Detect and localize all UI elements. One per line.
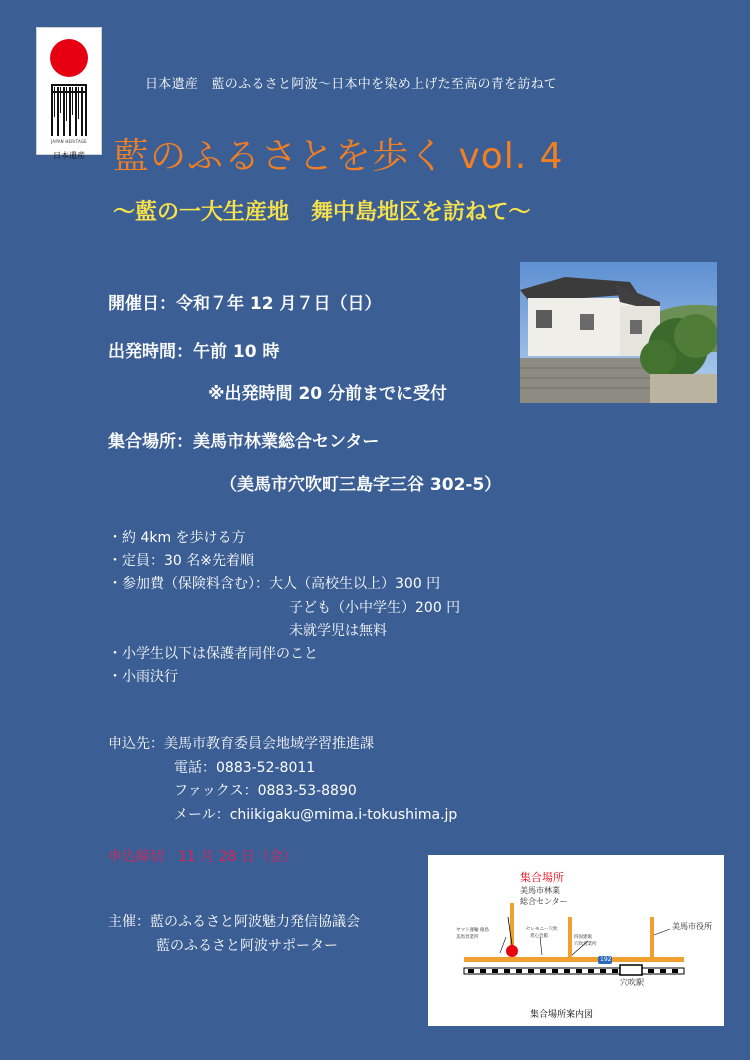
map-ceremony-line-2: 愛心会館 [530,934,548,939]
event-date: 開催日：令和７年 12 月７日（日） [108,294,382,314]
logo-caption-en: JAPAN HERITAGE [51,139,87,144]
page-subtitle: ～藍の一大生産地 舞中島地区を訪ねて～ [113,200,531,225]
reception-note: ※出発時間 20 分前までに受付 [208,384,448,404]
page-title: 藍のふるさとを歩く vol. 4 [113,136,564,177]
map-route-number: 192 [600,956,612,963]
organizer-line-2: 藍のふるさと阿波サポーター [156,937,338,954]
organizer-line-1: 主催：藍のふるさと阿波魅力発信協議会 [108,914,360,930]
map-shop-line-1: ヤマト運輸 徳島 [456,928,489,933]
application-deadline: 申込締切 11 月 28 日（金） [108,849,297,865]
logo-caption-jp: 日本遺産 [53,151,85,160]
series-heading: 日本遺産 藍のふるさと阿波～日本中を染め上げた至高の青を訪ねて [145,77,557,92]
japan-heritage-logo [36,27,102,160]
note-capacity: ・定員：30 名※先着順 [108,553,254,570]
note-rain: ・小雨決行 [108,669,178,686]
contact-email[interactable]: メール：chiikigaku@mima.i-tokushima.jp [174,806,458,823]
map-meeting-name-1: 美馬市林業 [520,886,560,895]
note-fee-preschool: 未就学児は無料 [289,622,387,639]
note-fee-child: 子ども（小中学生）200 円 [289,599,461,616]
map-meeting-marker-icon [506,945,518,957]
map-road-right [650,917,654,959]
contact-fax: ファックス：0883-53-8890 [174,783,357,799]
map-caption: 集合場所案内図 [530,1010,594,1020]
map-station-label: 穴吹駅 [620,978,644,987]
departure-time: 出発時間：午前 10 時 [108,342,280,362]
logo-bars-icon [51,84,87,136]
map-shop-line-2: 美馬営業所 [456,935,479,940]
meeting-place-map [428,855,724,1026]
contact-block [108,733,457,827]
map-station-icon [620,965,642,975]
meeting-address: （美馬市穴吹町三島字三谷 302-5） [220,475,502,495]
note-guardian: ・小学生以下は保護者同伴のこと [108,646,318,663]
contact-phone: 電話：0883-52-8011 [174,759,316,776]
map-bus-line-2: 穴吹営業所 [574,942,597,947]
map-meeting-label: 集合場所 [520,871,564,884]
organizer-block [108,911,360,958]
participation-notes [108,527,460,689]
contact-org: 申込先：美馬市教育委員会地域学習推進課 [108,736,374,752]
note-fee-adult: ・参加費（保険料含む）：大人（高校生以上）300 円 [108,576,441,593]
red-sun-icon [50,39,88,77]
storehouse-photo [520,262,717,403]
map-city-hall: 美馬市役所 [672,922,712,931]
map-bus-line-1: 四国建販 [574,935,592,940]
meeting-place: 集合場所：美馬市林業総合センター [108,432,380,452]
map-meeting-name-2: 総合センター [520,897,568,906]
note-distance: ・約 4km を歩ける方 [108,530,246,546]
map-road-center [568,917,572,959]
map-ceremony-line-1: セレモニー穴吹 [526,927,558,932]
